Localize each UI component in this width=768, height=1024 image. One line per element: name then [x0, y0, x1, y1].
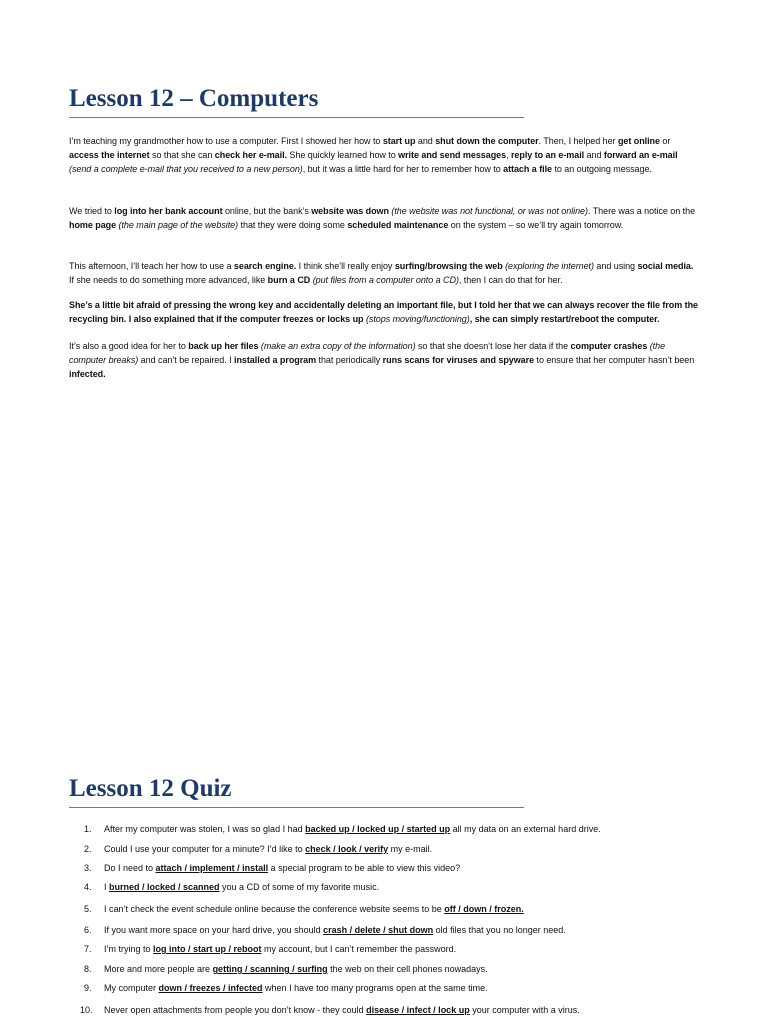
- quiz-item-number: 4.: [84, 882, 92, 892]
- quiz-text-after: the web on their cell phones nowadays.: [327, 964, 488, 974]
- key-term: log into her bank account: [114, 206, 223, 216]
- quiz-item: [69, 943, 709, 955]
- quiz-item: [69, 862, 709, 874]
- key-term: check her e-mail.: [214, 150, 287, 160]
- key-term: home page: [69, 220, 117, 230]
- key-term: shut down the computer: [435, 136, 539, 146]
- quiz-item-text: [104, 862, 460, 874]
- quiz-item-text: [104, 823, 601, 835]
- text-run: I think she’ll really enjoy: [296, 261, 395, 271]
- quiz-item: [69, 982, 709, 994]
- quiz-item-number: 3.: [84, 863, 92, 873]
- key-term: installed a program: [234, 355, 317, 365]
- key-term: computer crashes: [570, 341, 648, 351]
- text-run: and: [584, 150, 604, 160]
- quiz-item-text: [104, 1004, 580, 1016]
- text-run: We tried to: [69, 206, 115, 216]
- definition: (the main page of the website): [118, 220, 239, 230]
- lesson-paragraph: [69, 204, 699, 232]
- quiz-answer-options: down / freezes / infected: [158, 983, 263, 993]
- quiz-answer-options: off / down / frozen.: [444, 904, 524, 914]
- quiz-item: [69, 843, 709, 855]
- quiz-answer-options: log into / start up / reboot: [153, 944, 262, 954]
- key-term: burn a CD: [267, 275, 311, 285]
- quiz-answer-options: crash / delete / shut down: [323, 925, 434, 935]
- key-term: attach a file: [503, 164, 552, 174]
- text-run: online, but the bank’s: [222, 206, 312, 216]
- key-term: write and send messages: [398, 150, 507, 160]
- text-run: . There was a notice on the: [587, 206, 696, 216]
- quiz-item-number: 1.: [84, 824, 92, 834]
- key-term: website was down: [311, 206, 389, 216]
- key-term: , she can simply restart/reboot the computer.: [469, 314, 660, 324]
- lesson-paragraph: [69, 259, 699, 287]
- quiz-item: [69, 881, 709, 893]
- text-run: She quickly learned how to: [286, 150, 399, 160]
- quiz-text-before: Never open attachments from people you don’t know - they could: [104, 1005, 367, 1015]
- quiz-title: Lesson 12 Quiz: [69, 775, 232, 802]
- quiz-text-after: you a CD of some of my favorite music.: [219, 882, 380, 892]
- quiz-text-after: a special program to be able to view this video?: [268, 863, 461, 873]
- text-run: ,: [506, 150, 511, 160]
- text-run: If she needs to do something more advanced, like: [69, 275, 268, 285]
- key-term: start up: [382, 136, 416, 146]
- quiz-item-text: [104, 903, 524, 915]
- quiz-text-before: I can’t check the event schedule online because the conference website seems to be: [104, 904, 445, 914]
- quiz-text-before: Could I use your computer for a minute? I’d like to: [104, 844, 306, 854]
- definition: (put files from a computer onto a CD): [312, 275, 459, 285]
- quiz-item-text: [104, 924, 566, 936]
- quiz-item-text: [104, 943, 456, 955]
- key-term: social media.: [637, 261, 694, 271]
- quiz-answer-options: check / look / verify: [305, 844, 389, 854]
- key-term: search engine.: [233, 261, 297, 271]
- quiz-item-number: 6.: [84, 925, 92, 935]
- quiz-item-number: 9.: [84, 983, 92, 993]
- key-term: infected.: [69, 369, 106, 379]
- quiz-text-before: I’m trying to: [104, 944, 154, 954]
- key-term: forward an e-mail: [603, 150, 678, 160]
- quiz-text-before: After my computer was stolen, I was so glad I had: [104, 824, 306, 834]
- quiz-item: [69, 924, 709, 936]
- quiz-answer-options: attach / implement / install: [155, 863, 269, 873]
- lesson-paragraph: [69, 134, 699, 176]
- text-run: This afternoon, I’ll teach her how to use a: [69, 261, 234, 271]
- text-run: that periodically: [316, 355, 383, 365]
- lesson-title: Lesson 12 – Computers: [69, 85, 319, 112]
- quiz-item-text: [104, 881, 379, 893]
- text-run: on the system – so we’ll try again tomorrow.: [448, 220, 624, 230]
- quiz-item-text: [104, 843, 432, 855]
- quiz-text-after: old files that you no longer need.: [433, 925, 566, 935]
- text-run: It’s also a good idea for her to: [69, 341, 189, 351]
- text-run: so that she doesn’t lose her data if the: [415, 341, 571, 351]
- text-run: so that she can: [149, 150, 215, 160]
- key-term: runs scans for viruses and spyware: [382, 355, 535, 365]
- key-term: scheduled maintenance: [347, 220, 449, 230]
- quiz-text-before: If you want more space on your hard drive, you should: [104, 925, 324, 935]
- quiz-item: [69, 823, 709, 835]
- definition: (the website was not functional, or was not online): [391, 206, 588, 216]
- text-run: . Then, I helped her: [538, 136, 618, 146]
- key-term: access the internet: [69, 150, 150, 160]
- key-term: get online: [617, 136, 660, 146]
- definition: (the computer breaks): [69, 341, 666, 365]
- text-run: , but it was a little hard for her to remember how to: [302, 164, 504, 174]
- quiz-text-after: all my data on an external hard drive.: [450, 824, 601, 834]
- lesson-paragraph: [69, 339, 699, 381]
- key-term: She’s a little bit afraid of pressing the wrong key and accidentally deleting an important file, but I told her that we can always recover the file from the recycling bin. I also explained that if the computer freezes or locks up: [69, 300, 699, 324]
- quiz-answer-options: disease / infect / lock up: [366, 1005, 470, 1015]
- quiz-item-text: [104, 982, 488, 994]
- definition: (send a complete e-mail that you received to a new person): [69, 164, 303, 174]
- quiz-text-before: More and more people are: [104, 964, 213, 974]
- text-run: , then I can do that for her.: [458, 275, 563, 285]
- quiz-item: [69, 1004, 709, 1016]
- lesson-paragraph: [69, 298, 699, 326]
- quiz-text-after: my e-mail.: [388, 844, 433, 854]
- text-run: and can’t be repaired. I: [138, 355, 234, 365]
- quiz-text-after: your computer with a virus.: [469, 1005, 580, 1015]
- quiz-item: [69, 903, 709, 915]
- text-run: and using: [593, 261, 638, 271]
- quiz-item: [69, 963, 709, 975]
- quiz-text-before: I: [104, 882, 110, 892]
- text-run: to an outgoing message.: [552, 164, 652, 174]
- quiz-item-number: 7.: [84, 944, 92, 954]
- text-run: and: [415, 136, 436, 146]
- quiz-item-number: 5.: [84, 904, 92, 914]
- quiz-item-text: [104, 963, 488, 975]
- quiz-text-before: My computer: [104, 983, 159, 993]
- quiz-answer-options: backed up / locked up / started up: [305, 824, 451, 834]
- quiz-title-underline: [69, 807, 524, 808]
- quiz-answer-options: getting / scanning / surfing: [212, 964, 328, 974]
- quiz-answer-options: burned / locked / scanned: [109, 882, 220, 892]
- definition: (stops moving/functioning): [365, 314, 470, 324]
- key-term: reply to an e-mail: [510, 150, 585, 160]
- text-run: I’m teaching my grandmother how to use a computer. First I showed her how to: [69, 136, 383, 146]
- definition: (make an extra copy of the information): [260, 341, 416, 351]
- text-run: or: [659, 136, 671, 146]
- quiz-text-before: Do I need to: [104, 863, 156, 873]
- text-run: that they were doing some: [238, 220, 348, 230]
- quiz-item-number: 2.: [84, 844, 92, 854]
- text-run: to ensure that her computer hasn’t been: [534, 355, 695, 365]
- quiz-text-after: when I have too many programs open at the same time.: [262, 983, 488, 993]
- key-term: surfing/browsing the web: [394, 261, 503, 271]
- quiz-text-after: my account, but I can’t remember the password.: [261, 944, 457, 954]
- key-term: back up her files: [188, 341, 259, 351]
- title-underline: [69, 117, 524, 118]
- quiz-item-number: 8.: [84, 964, 92, 974]
- quiz-item-number: 10.: [80, 1005, 93, 1015]
- definition: (exploring the internet): [505, 261, 594, 271]
